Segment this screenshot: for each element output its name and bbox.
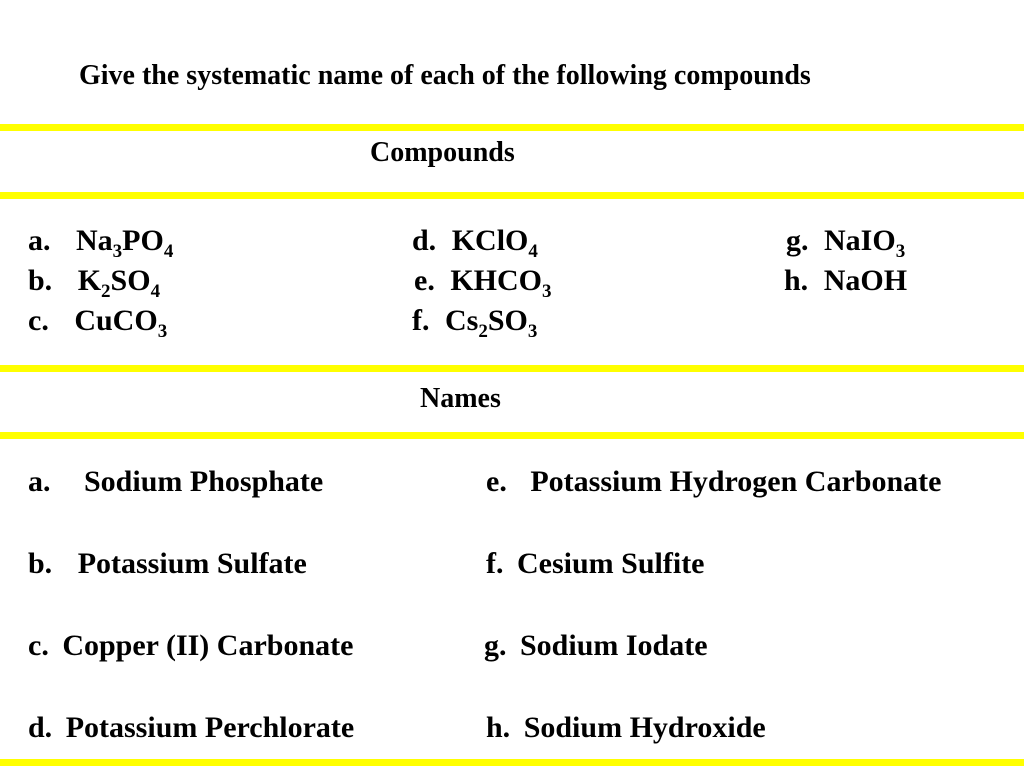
name-letter: e. — [486, 465, 507, 498]
formula-subscript: 2 — [101, 281, 111, 302]
formula-part: Cs — [445, 304, 479, 337]
name-text: Potassium Perchlorate — [65, 711, 355, 744]
name-text: Sodium Iodate — [520, 629, 708, 662]
name-item — [486, 465, 941, 499]
name-item — [486, 547, 705, 581]
compound-item — [28, 221, 173, 261]
name-item — [28, 547, 307, 581]
formula-part: NaIO — [824, 224, 896, 257]
formula-subscript: 4 — [150, 281, 161, 302]
divider — [0, 192, 1024, 199]
name-letter: a. — [28, 465, 51, 498]
compound-formula — [824, 224, 906, 262]
formula-part: SO — [110, 264, 151, 297]
name-letter: g. — [484, 629, 507, 662]
compound-item — [28, 261, 160, 301]
name-text: Cesium Sulfite — [517, 547, 705, 580]
compound-formula — [76, 224, 174, 262]
formula-part: K — [77, 264, 102, 297]
name-letter: c. — [28, 629, 49, 662]
formula-subscript: 3 — [157, 321, 168, 342]
name-item — [28, 629, 353, 663]
formula-subscript: 4 — [528, 241, 538, 262]
compound-letter: d. — [412, 224, 437, 257]
formula-part: PO — [122, 224, 164, 257]
name-letter: h. — [486, 711, 511, 744]
formula-part: KClO — [451, 224, 529, 257]
name-item — [486, 711, 766, 745]
divider — [0, 432, 1024, 439]
name-item — [28, 465, 323, 499]
name-text: Potassium Hydrogen Carbonate — [530, 465, 942, 498]
formula-part: Na — [76, 224, 113, 257]
formula-part: NaOH — [823, 264, 908, 297]
names-heading: Names — [420, 383, 501, 414]
compound-item — [412, 301, 537, 341]
name-letter: f. — [486, 547, 504, 580]
formula-part: SO — [487, 304, 528, 337]
formula-subscript: 3 — [112, 241, 123, 262]
formula-subscript: 2 — [478, 321, 488, 342]
name-text: Sodium Phosphate — [84, 465, 324, 498]
compound-formula — [451, 224, 538, 262]
divider — [0, 759, 1024, 766]
formula-subscript: 3 — [542, 281, 552, 302]
name-text: Sodium Hydroxide — [523, 711, 766, 744]
compound-letter: e. — [414, 264, 435, 297]
divider — [0, 124, 1024, 131]
formula-subscript: 3 — [527, 321, 538, 342]
compounds-heading: Compounds — [370, 137, 515, 168]
compound-letter: g. — [786, 224, 809, 257]
compound-formula — [74, 304, 168, 342]
compound-formula — [824, 264, 907, 297]
formula-subscript: 4 — [163, 241, 174, 262]
compound-formula — [450, 264, 552, 302]
compound-letter: b. — [28, 264, 53, 297]
compound-item — [412, 221, 538, 261]
formula-part: CuCO — [74, 304, 158, 337]
name-item — [28, 711, 354, 745]
name-text: Potassium Sulfate — [77, 547, 307, 580]
formula-part: KHCO — [450, 264, 542, 297]
compound-letter: c. — [28, 304, 49, 337]
compound-letter: h. — [784, 264, 809, 297]
compound-letter: a. — [28, 224, 51, 257]
name-letter: d. — [28, 711, 53, 744]
name-text: Copper (II) Carbonate — [62, 629, 354, 662]
page-title: Give the systematic name of each of the following compounds — [79, 60, 811, 91]
name-item — [484, 629, 708, 663]
compound-item — [414, 261, 552, 301]
compound-formula — [77, 264, 161, 302]
divider — [0, 365, 1024, 372]
compound-item — [784, 261, 907, 301]
compound-letter: f. — [412, 304, 430, 337]
compound-item — [786, 221, 905, 261]
compound-item — [28, 301, 167, 341]
formula-subscript: 3 — [895, 241, 906, 262]
name-letter: b. — [28, 547, 53, 580]
compound-formula — [445, 304, 538, 342]
